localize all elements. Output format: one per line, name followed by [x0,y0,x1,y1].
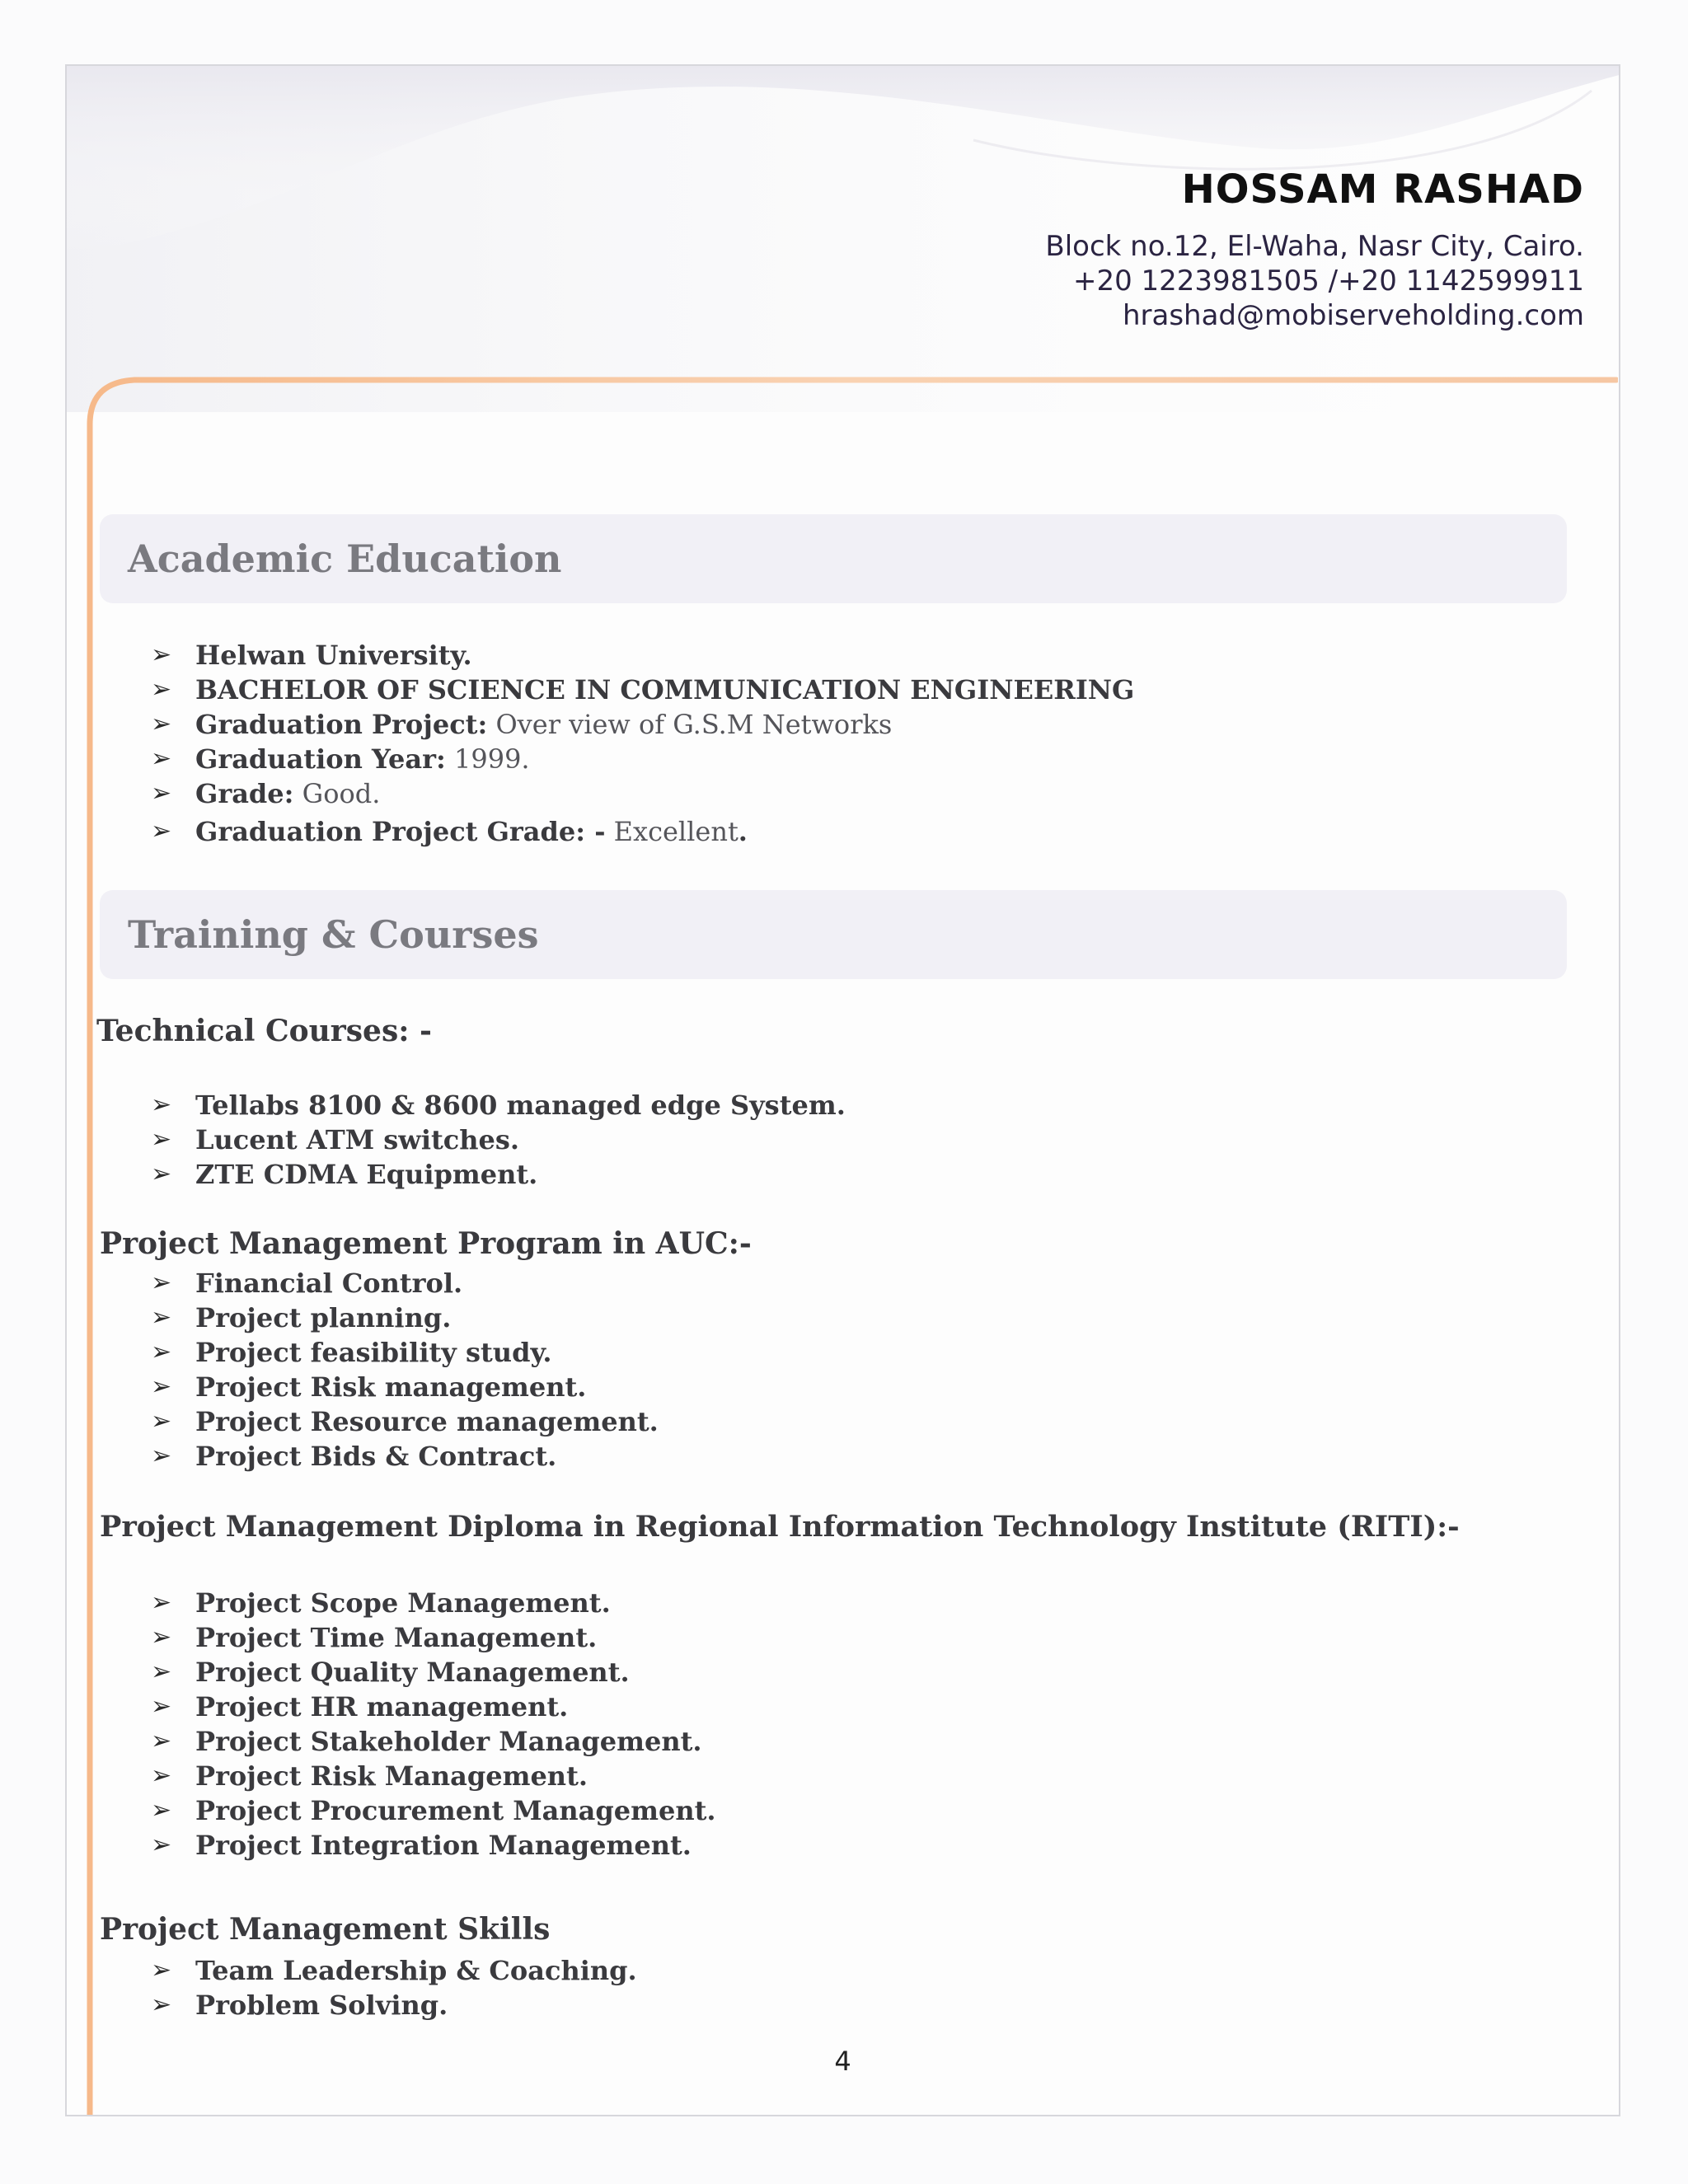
arrow-bullet-icon: ➢ [151,1268,172,1297]
technical-courses-heading: Technical Courses: - [96,1014,432,1048]
list-item: ➢ Project Quality Management. [151,1657,630,1688]
arrow-bullet-icon: ➢ [151,817,172,846]
email-line: hrashad@mobiserveholding.com [1122,299,1584,332]
arrow-bullet-icon: ➢ [151,710,172,738]
list-item: ➢ Project Stakeholder Management. [151,1726,702,1757]
list-item: ➢ Project Time Management. [151,1622,598,1653]
arrow-bullet-icon: ➢ [151,640,172,669]
section-title: Academic Education [128,537,562,581]
arrow-bullet-icon: ➢ [151,1727,172,1755]
list-item: ➢ BACHELOR OF SCIENCE IN COMMUNICATION ENGINEERING [151,674,1135,705]
auc-program-heading: Project Management Program in AUC:- [100,1226,752,1261]
arrow-bullet-icon: ➢ [151,1090,172,1119]
list-item: ➢ Project Scope Management. [151,1587,611,1619]
list-item: ➢ Project Procurement Management. [151,1795,716,1826]
list-item: ➢ Project Risk management. [151,1371,587,1403]
phone-line: +20 1223981505 /+20 1142599911 [1072,265,1584,298]
arrow-bullet-icon: ➢ [151,1407,172,1436]
list-item: ➢ Lucent ATM switches. [151,1124,520,1155]
arrow-bullet-icon: ➢ [151,1588,172,1617]
pm-skills-list [67,1953,637,2022]
arrow-bullet-icon: ➢ [151,1372,172,1401]
list-item: ➢ Tellabs 8100 & 8600 managed edge System. [151,1090,846,1121]
academic-list [67,638,1134,849]
riti-diploma-list [67,1586,716,1863]
address-line: Block no.12, El-Waha, Nasr City, Cairo. [1045,230,1584,263]
arrow-bullet-icon: ➢ [151,1692,172,1721]
list-item: ➢ ZTE CDMA Equipment. [151,1159,538,1190]
arrow-bullet-icon: ➢ [151,1761,172,1790]
arrow-bullet-icon: ➢ [151,1657,172,1686]
training-section-header [100,890,1567,979]
arrow-bullet-icon: ➢ [151,1956,172,1985]
arrow-bullet-icon: ➢ [151,779,172,808]
page-number: 4 [834,2046,851,2077]
list-item: ➢ Problem Solving. [151,1990,448,2021]
arrow-bullet-icon: ➢ [151,1990,172,2019]
arrow-bullet-icon: ➢ [151,1441,172,1470]
arrow-bullet-icon: ➢ [151,1125,172,1154]
list-item: ➢ Project Risk Management. [151,1760,588,1792]
arrow-bullet-icon: ➢ [151,675,172,704]
arrow-bullet-icon: ➢ [151,1830,172,1859]
section-title: Training & Courses [128,912,539,957]
arrow-bullet-icon: ➢ [151,1303,172,1332]
list-item: ➢ Graduation Project Grade: - Excellent. [151,816,748,847]
academic-section-header [100,514,1567,603]
list-item: ➢ Project Resource management. [151,1406,659,1437]
list-item: ➢ Team Leadership & Coaching. [151,1955,637,1986]
list-item: ➢ Helwan University. [151,640,472,671]
list-item: ➢ Graduation Year: 1999. [151,743,530,775]
auc-program-list [67,1266,659,1474]
resume-content [67,66,1619,2115]
pm-skills-heading: Project Management Skills [100,1912,551,1947]
candidate-name: HOSSAM RASHAD [1181,166,1584,213]
list-item: ➢ Project Bids & Contract. [151,1441,557,1472]
riti-diploma-heading: Project Management Diploma in Regional Information Technology Institute (RITI):- [100,1510,1460,1544]
arrow-bullet-icon: ➢ [151,744,172,773]
arrow-bullet-icon: ➢ [151,1796,172,1825]
list-item: ➢ Financial Control. [151,1268,463,1299]
arrow-bullet-icon: ➢ [151,1338,172,1366]
list-item: ➢ Project Integration Management. [151,1830,692,1861]
arrow-bullet-icon: ➢ [151,1160,172,1188]
list-item: ➢ Graduation Project: Over view of G.S.M Networks [151,709,893,740]
arrow-bullet-icon: ➢ [151,1623,172,1652]
technical-courses-list [67,1088,846,1192]
list-item: ➢ Grade: Good. [151,778,381,809]
list-item: ➢ Project planning. [151,1302,452,1333]
list-item: ➢ Project feasibility study. [151,1337,552,1368]
list-item: ➢ Project HR management. [151,1691,569,1722]
resume-page [65,64,1620,2116]
